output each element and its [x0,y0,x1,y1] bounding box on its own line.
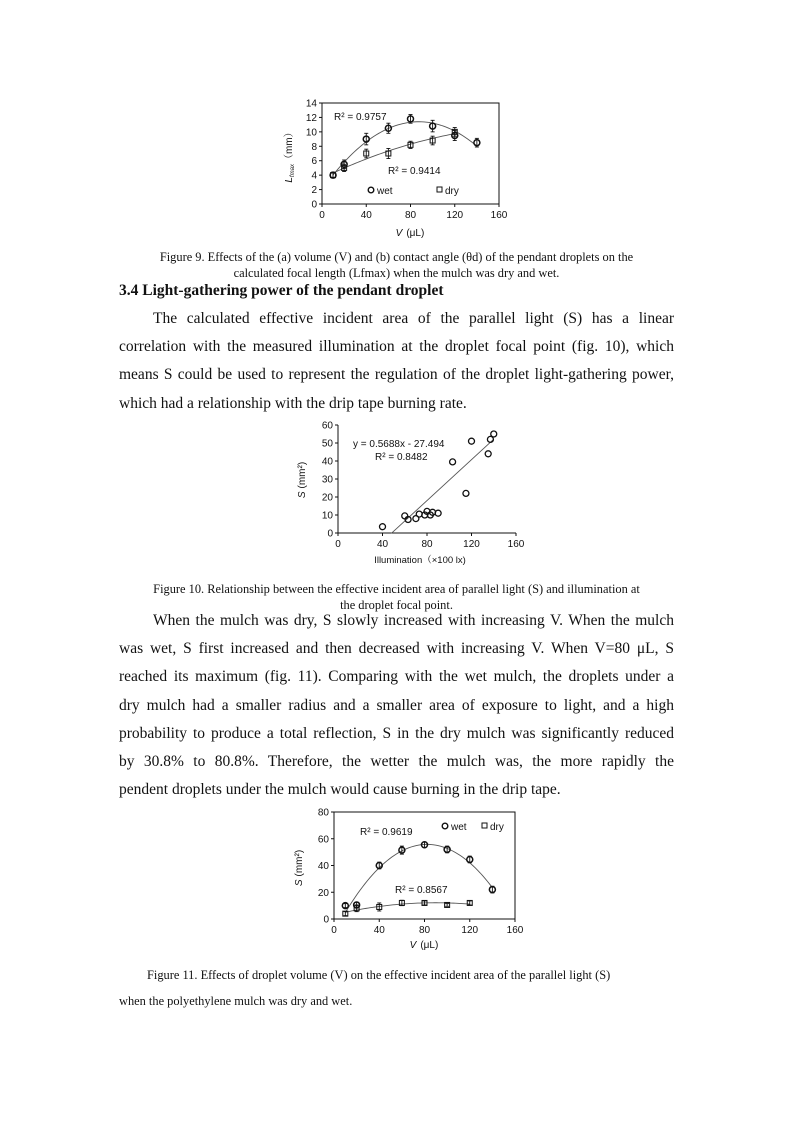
x-tick-label: 0 [335,539,341,550]
data-point [380,524,386,530]
para2-line: When the mulch was dry, S slowly increased with increasing V. When the mulch [153,612,674,629]
y-tick-label: 20 [317,887,329,899]
section-heading: 3.4 Light-gathering power of the pendant droplet [119,282,444,299]
y-tick-label: 40 [321,456,333,468]
para1-line: correlation with the measured illumination at the droplet focal point (fig. 10), which [119,338,674,356]
data-point [402,513,408,519]
y-tick-label: 10 [305,127,317,139]
fig9-xlabel: V (μL) [395,228,425,239]
fig9-ylabel: $L_{fmax}(mm)$ [284,127,296,183]
fig9-legend-wet-label: wet [377,186,393,197]
fig11-xlabel: V (μL) [409,940,439,951]
fig11-caption-line-1: Figure 11. Effects of droplet volume (V) on the effective incident area of the parallel light (S) [147,968,611,982]
para1-line: means S could be used to represent the regulation of the droplet light-gathering power, [119,366,674,384]
data-point [491,431,497,437]
x-tick-label: 160 [506,925,524,936]
y-tick-label: 4 [311,170,317,182]
wet-trend-curve [345,844,492,912]
x-tick-label: 0 [331,925,337,936]
fig10-caption-line-1: Figure 10. Relationship between the effective incident area of parallel light (S) and illumination at [153,582,640,596]
para1-line: which had a relationship with the drip tape burning rate. [119,394,467,412]
data-point [463,490,469,496]
x-tick-label: 120 [463,539,480,550]
y-tick-label: 40 [317,861,329,872]
fig9-legend-dry-label: dry [445,186,459,197]
para1-line: The calculated effective incident area of the parallel light (S) has a linear [153,310,674,327]
y-tick-label: 10 [321,510,333,522]
fig9-legend-dry-marker [437,187,442,192]
y-tick-label: 0 [327,528,333,540]
paragraph-1 [119,305,674,418]
x-tick-label: 120 [461,925,479,936]
fig11-legend-dry-label: dry [490,822,504,833]
y-tick-label: 30 [321,474,333,486]
y-tick-label: 14 [305,98,317,110]
x-tick-label: 80 [404,210,417,221]
fig10-xlabel: Illumination（×100 lx) [374,555,466,566]
para2-line: pendent droplets under the mulch would cause burning in the drip tape. [119,781,561,799]
fig11-r2-dry: R² = 0.8567 [395,885,448,896]
y-tick-label: 12 [305,112,317,124]
y-tick-label: 2 [311,185,317,197]
x-tick-label: 40 [376,539,389,550]
fig10-r2: R² = 0.8482 [375,452,428,463]
para2-line: dry mulch had a smaller radius and a smaller area of exposure to light, and a high [119,696,674,714]
fig11-legend-wet-label: wet [451,822,467,833]
data-point [485,451,491,457]
fig11-caption-line-2: when the polyethylene mulch was dry and wet. [119,994,353,1008]
fig9-legend-wet-marker [368,187,374,193]
para2-line: probability to produce a total reflection, S in the dry mulch was significantly reduced [119,724,674,742]
data-point [450,459,456,465]
figure-11-chart [280,805,530,955]
y-tick-label: 20 [321,492,333,504]
x-tick-label: 80 [418,925,431,936]
y-tick-label: 0 [311,199,317,211]
figure-9-caption [95,249,698,281]
fig10-caption-line-2: the droplet focal point. [340,598,453,612]
fig11-ylabel: S(mm²) [294,849,305,887]
figure-10-chart [280,418,530,568]
paragraph-2 [119,607,674,804]
x-tick-label: 40 [360,210,372,221]
x-tick-label: 120 [446,210,464,221]
x-tick-label: 80 [421,539,433,550]
y-tick-label: 60 [321,420,333,432]
fig10-equation: y = 0.5688x - 27.494 [353,439,445,450]
y-tick-label: 80 [317,807,329,819]
data-point [469,438,475,444]
para2-line: by 30.8% to 80.8%. Therefore, the wetter the mulch was, the more rapidly the [119,753,674,771]
y-tick-label: 60 [317,834,329,846]
fig10-ylabel: S(mm²) [297,461,308,499]
y-tick-label: 50 [321,438,333,450]
dry-trend-curve [345,903,469,912]
figure-11-caption [119,962,679,1014]
x-tick-label: 0 [319,210,325,221]
x-tick-label: 40 [373,925,385,936]
fig9-caption-line-2: calculated focal length (Lfmax) when the mulch was dry and wet. [233,266,560,280]
para2-line: reached its maximum (fig. 11). Comparing with the wet mulch, the droplets under a [119,668,674,686]
fig9-caption-line-1: Figure 9. Effects of the (a) volume (V) and (b) contact angle (θd) of the pendant droplets on the [159,250,634,264]
fig11-legend-dry-marker [482,823,487,828]
fig9-r2-dry: R² = 0.9414 [388,166,441,177]
y-tick-label: 0 [323,914,329,926]
fig9-r2-wet: R² = 0.9757 [334,112,387,123]
fig11-r2-wet: R² = 0.9619 [360,827,413,838]
y-tick-label: 8 [311,141,317,153]
figure-9-chart [270,95,520,245]
x-tick-label: 160 [507,539,525,550]
para2-line: was wet, S first increased and then decreased with increasing V. When V=80 μL, S [119,640,674,658]
x-tick-label: 160 [490,210,508,221]
y-tick-label: 6 [311,156,317,168]
fig11-legend-wet-marker [442,823,448,829]
